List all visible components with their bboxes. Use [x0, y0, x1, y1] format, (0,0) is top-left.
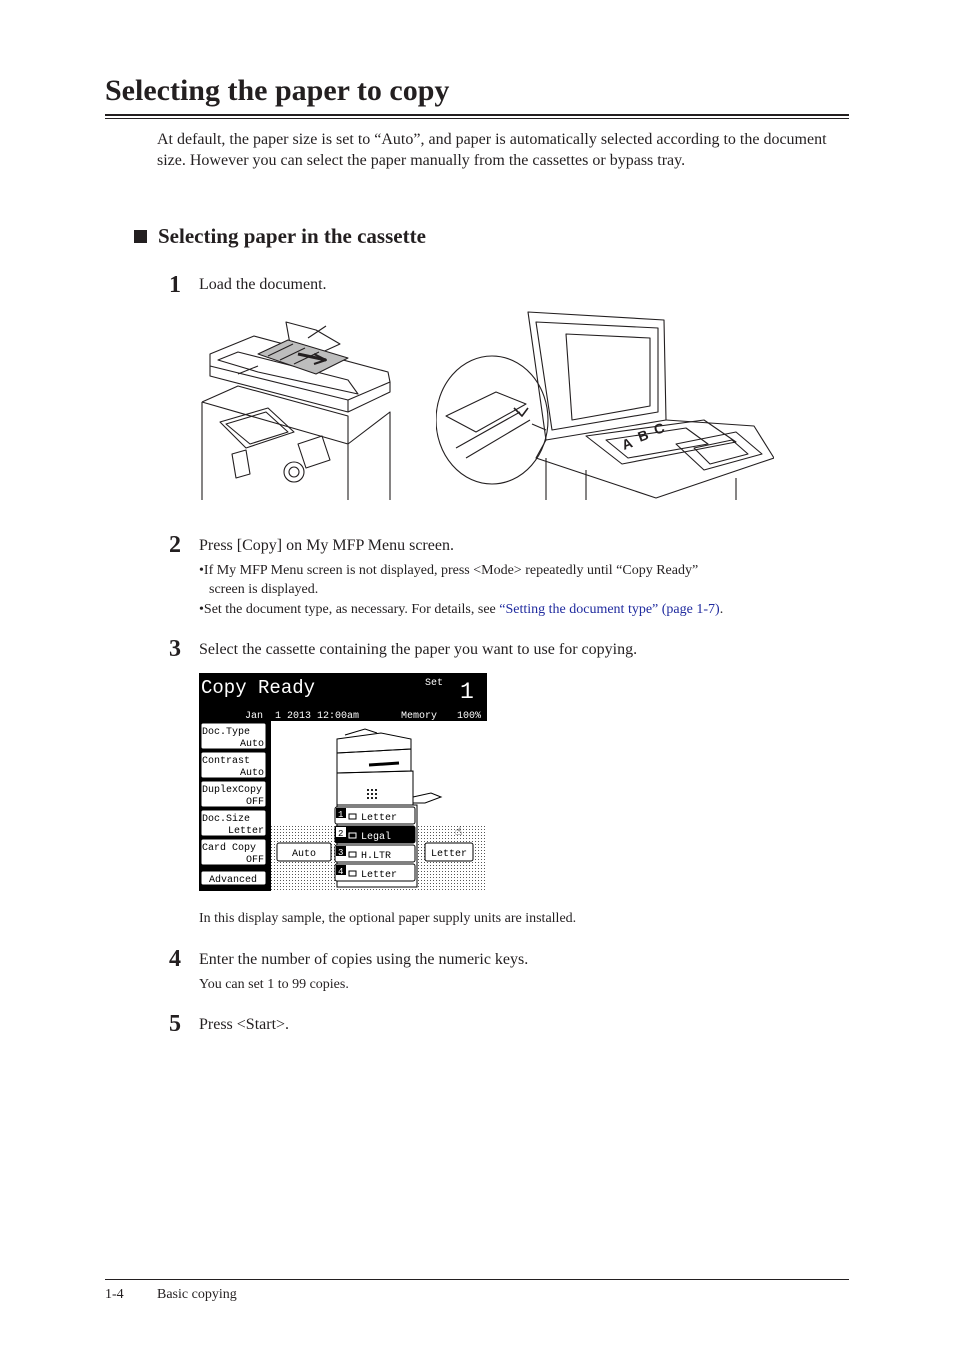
- tray-3-button[interactable]: [335, 845, 415, 862]
- title-rule: [105, 114, 849, 116]
- menu-card-copy-label: Card Copy: [202, 843, 257, 854]
- tray-3-label: H.LTR: [361, 851, 392, 862]
- step-2-bullet-1-line1: If My MFP Menu screen is not displayed, press <Mode> repeatedly until “Copy Ready”: [203, 563, 699, 578]
- bypass-tray-button[interactable]: [425, 843, 473, 861]
- lcd-datetime: Jan 1 2013 12:00am: [245, 711, 360, 722]
- lcd-set-label: Set: [425, 678, 444, 689]
- title-rule-thin: [105, 118, 849, 119]
- step-2-bullet-2: •Set the document type, as necessary. For details, see “Setting the document type” (page 1-7).: [199, 602, 724, 617]
- tray-2-button[interactable]: [335, 826, 415, 843]
- footer-page-number: 1-4: [105, 1287, 124, 1302]
- intro-paragraph: At default, the paper size is set to “Auto”, and paper is automatically selected according to the document size. However you can select the paper manually from the cassettes or bypass tray.: [157, 131, 827, 169]
- step-3-text: Select the cassette containing the paper you want to use for copying.: [199, 641, 638, 658]
- menu-doc-type-value: Auto: [239, 739, 264, 750]
- advanced-button[interactable]: [201, 871, 266, 886]
- scan-letter-a: A: [619, 434, 635, 453]
- menu-doc-size-value: Letter: [227, 826, 264, 837]
- tray-1-number: 1: [338, 810, 344, 820]
- tray-4-button[interactable]: [335, 864, 415, 881]
- step-number-1: 1: [169, 272, 181, 298]
- footer-rule: [105, 1279, 849, 1280]
- step-number-3: 3: [169, 636, 181, 662]
- scan-letter-c: C: [651, 419, 667, 438]
- step-number-4: 4: [169, 946, 181, 972]
- square-bullet-icon: [134, 230, 147, 243]
- tray-2-number: 2: [338, 829, 344, 839]
- menu-duplex-copy-value: OFF: [245, 797, 264, 808]
- step-number-2: 2: [169, 532, 181, 558]
- step-2-bullet-1-line2: screen is displayed.: [209, 582, 319, 597]
- menu-duplex-copy-button[interactable]: [201, 781, 266, 808]
- step-3-note: In this display sample, the optional paper supply units are installed.: [199, 911, 577, 926]
- menu-doc-size-label: Doc.Size: [202, 814, 251, 825]
- lcd-title: Copy Ready: [201, 677, 316, 699]
- tray-3-number: 3: [338, 848, 344, 858]
- menu-doc-size-button[interactable]: [201, 810, 266, 837]
- setting-document-type-link[interactable]: “Setting the document type” (page 1-7): [499, 602, 720, 617]
- step-4-note: You can set 1 to 99 copies.: [199, 977, 349, 992]
- menu-doc-type-button[interactable]: [201, 723, 266, 750]
- tray-1-button[interactable]: [335, 807, 415, 824]
- step-4-text: Enter the number of copies using the numeric keys.: [199, 951, 529, 968]
- adf-loading-illustration: [198, 304, 394, 500]
- step-number-5: 5: [169, 1011, 181, 1037]
- hand-pointer-icon: ☝: [455, 825, 463, 839]
- lcd-copies: 1: [460, 679, 474, 705]
- step-2-bullet-1: •If My MFP Menu screen is not displayed, press <Mode> repeatedly until “Copy Ready” screen is displayed.: [199, 561, 839, 599]
- step-2-bullet-2-text: Set the document type, as necessary. For details, see: [203, 602, 500, 617]
- step-2-bullet-2-end: .: [719, 602, 724, 617]
- lcd-memory-label: Memory: [401, 711, 438, 722]
- menu-contrast-value: Auto: [239, 768, 264, 779]
- tray-2-label: Legal: [361, 832, 392, 843]
- page-title: Selecting the paper to copy: [105, 74, 450, 107]
- menu-card-copy-button[interactable]: [201, 839, 266, 866]
- menu-contrast-label: Contrast: [202, 756, 251, 767]
- lcd-memory-value: 100%: [457, 711, 482, 722]
- step-2-text: Press [Copy] on My MFP Menu screen.: [199, 537, 454, 554]
- menu-card-copy-value: OFF: [245, 855, 264, 866]
- menu-duplex-copy-label: DuplexCopy: [202, 785, 263, 796]
- menu-contrast-button[interactable]: [201, 752, 266, 779]
- auto-paper-button-label: Auto: [291, 849, 317, 860]
- tray-4-label: Letter: [361, 870, 398, 881]
- auto-paper-button[interactable]: [277, 843, 331, 861]
- section-heading-text: Selecting paper in the cassette: [158, 224, 426, 248]
- scan-letter-b: B: [635, 426, 651, 445]
- menu-doc-type-label: Doc.Type: [202, 727, 251, 738]
- footer-chapter: Basic copying: [157, 1287, 237, 1302]
- tray-1-label: Letter: [361, 813, 398, 824]
- step-1-text: Load the document.: [199, 276, 327, 293]
- copy-ready-lcd-screen: [199, 673, 487, 891]
- advanced-button-label: Advanced: [208, 875, 258, 886]
- step-5-text: Press <Start>.: [199, 1016, 290, 1033]
- platen-loading-illustration: [436, 308, 774, 500]
- section-heading: [134, 224, 426, 249]
- bypass-tray-button-label: Letter: [430, 849, 468, 860]
- tray-4-number: 4: [338, 867, 344, 877]
